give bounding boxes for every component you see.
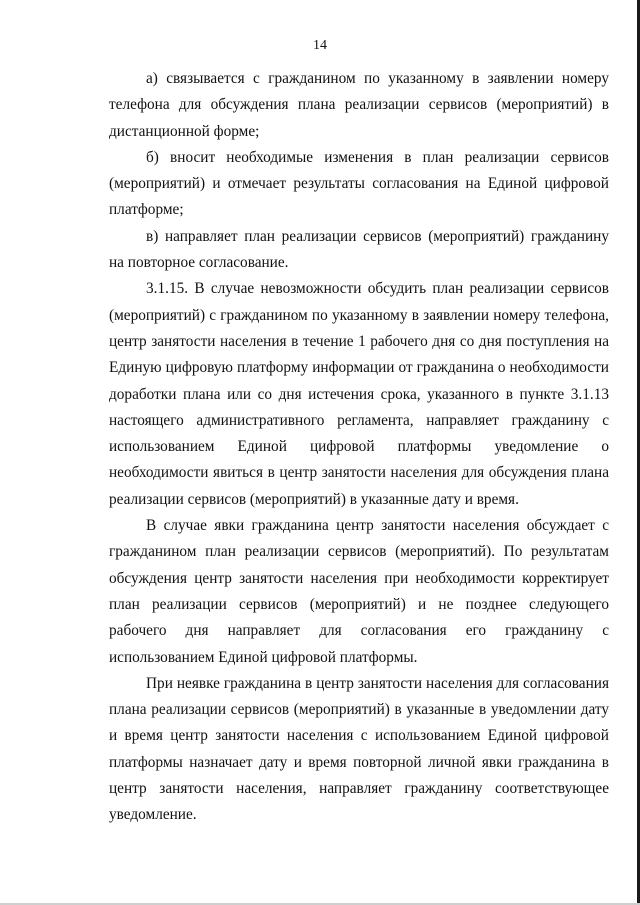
paragraph-non-appearance-case: При неявке гражданина в центр занятости населения для согласования плана реализации сервисов (мероприятий) в указанные в уведомлении дату и время центр занятости населения с использованием Единой цифровой платформы назначает дату и время повторной личной явки гражданина в центр занятости населения, направляет гражданину соответствующее уведомление.	[109, 674, 609, 824]
paragraph-item-a: а) связывается с гражданином по указанному в заявлении номеру телефона для обсуждения плана реализации сервисов (мероприятий) в дистанционной форме;	[109, 70, 609, 140]
paragraph-item-b: б) вносит необходимые изменения в план реализации сервисов (мероприятий) и отмечает результаты согласования на Единой цифровой платформе;	[109, 148, 609, 219]
paragraph-appearance-case: В случае явки гражданина центр занятости населения обсуждает с гражданином план реализации сервисов (мероприятий). По результатам обсуждения центр занятости населения при необходимости корректирует план реализации сервисов (мероприятий) и не позднее следующего рабочего дня направляет для согласования его гражданину с использованием Единой цифровой платформы.	[109, 517, 609, 666]
paragraph-section-3-1-15: 3.1.15. В случае невозможности обсудить план реализации сервисов (мероприятий) с гражданином по указанному в заявлении номеру телефона, центр занятости населения в течение 1 рабочего дня со дня поступления на Единую цифровую платформу информации от гражданина о необходимости доработки плана или со дня истечения срока, указанного в пункте 3.1.13 настоящего административного регламента, направляет гражданину с использованием Единой цифровой платформы уведомление о необходимости явиться в центр занятости населения для обсуждения плана реализации сервисов (мероприятий) в указанные дату и время.	[109, 280, 609, 508]
body-text	[109, 66, 609, 829]
paragraph-item-v: в) направляет план реализации сервисов (мероприятий) гражданину на повторное согласование.	[109, 227, 609, 272]
page-number: 14	[313, 38, 327, 53]
